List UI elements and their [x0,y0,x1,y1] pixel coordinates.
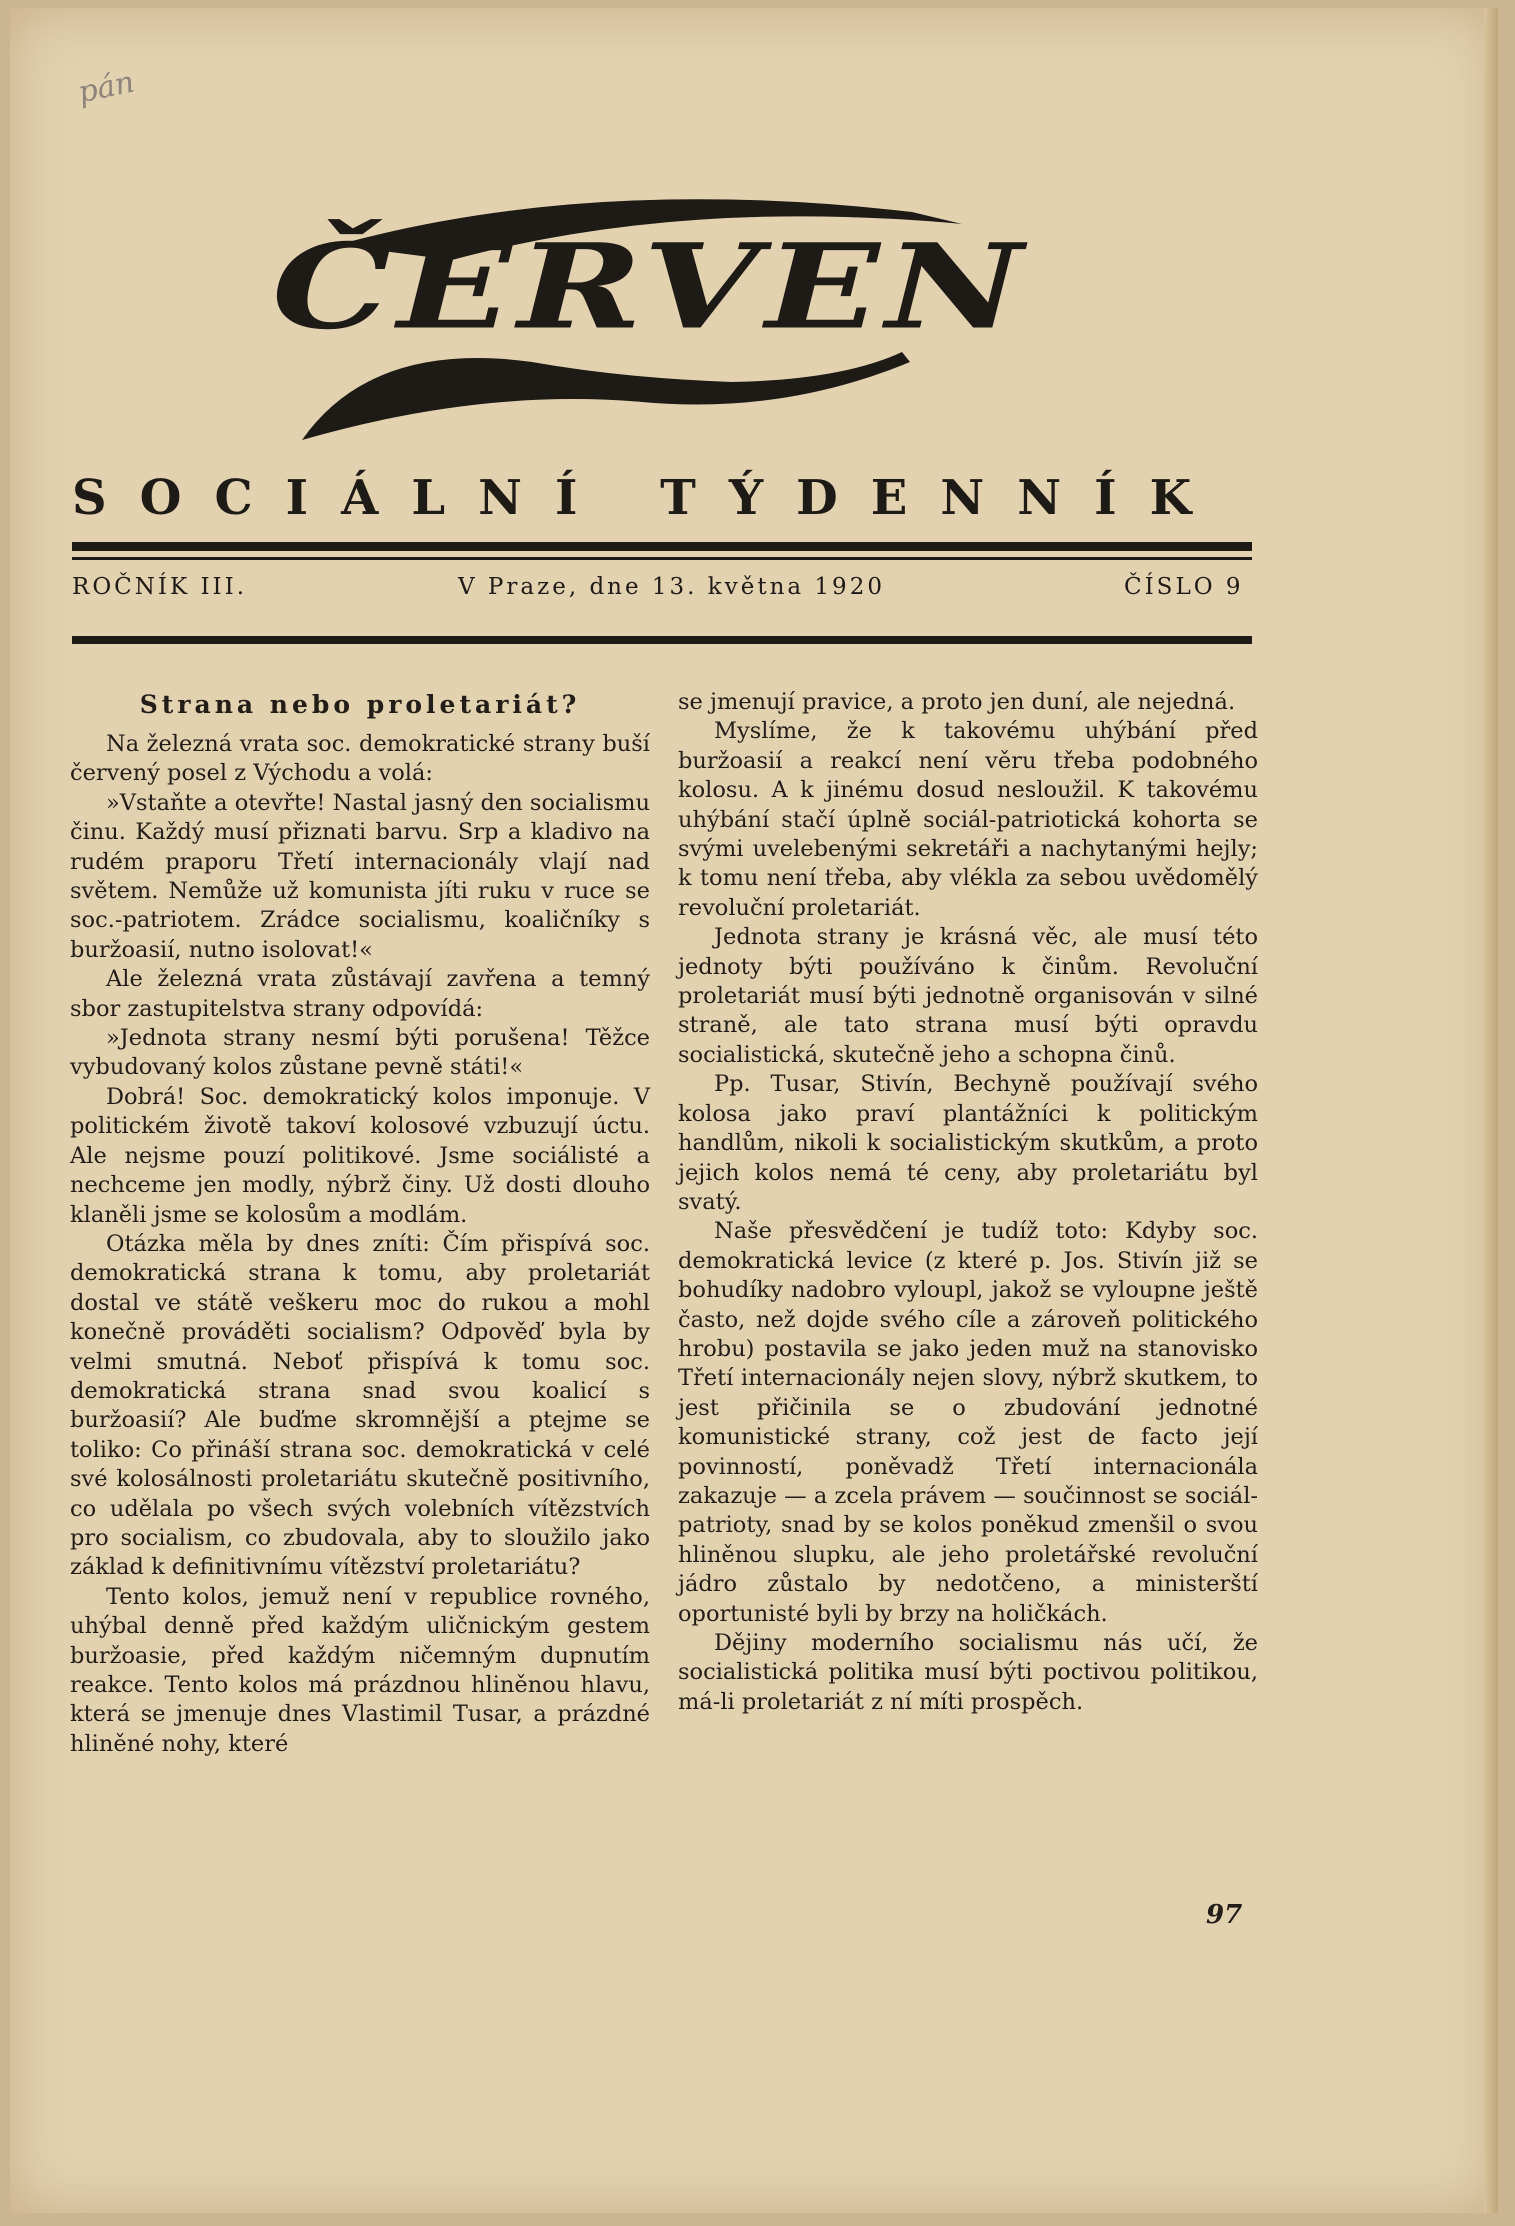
paragraph: Myslíme, že k takovému uhýbání před buržoasií a reakcí není věru třeba podobného kolosu. A k jinému dosud nesloužil. K takovému uhýbání stačí úplně sociál-patriotická kohorta se svými uvelebenými sekretáři a nachytanými hejly; k tomu není třeba, aby vlékla za sebou uvědomělý revoluční proletariát. [678,718,1258,921]
paragraph: Pp. Tusar, Stivín, Bechyně používají svého kolosa jako praví plantážníci k politickým handlům, nikoli k socialistickým skutkům, a proto jejich kolos nemá té ceny, aby proletariátu byl svatý. [678,1071,1258,1215]
paragraph: Otázka měla by dnes zníti: Čím přispívá soc. demokratická strana k tomu, aby proletariát dostal ve státě veškeru moc do rukou a mohl konečně prováděti socialism? Odpověď byla by velmi smutná. Neboť přispívá k tomu soc. demokratická strana snad svou koalicí s buržoasií? Ale buďme skromnější a ptejme se toliko: Co přináší strana soc. demokratická v celé své kolosálnosti proletariátu skutečně positivního, co udělala po všech svých volebních vítězstvích pro socialism, co zbudovala, aby to sloužilo jako základ k definitivnímu vítězství proletariátu? [70,1230,650,1581]
volume-label: ROČNÍK III. [72,574,248,600]
masthead-logo [262,190,1082,450]
article-heading: Strana nebo proletariát? [139,690,581,719]
paragraph: Ale železná vrata zůstávají zavřena a temný sbor zastupitelstva strany odpovídá: [70,966,650,1022]
place-date: V Praze, dne 13. května 1920 [458,574,885,600]
paragraph: Tento kolos, jemuž není v republice rovného, uhýbal denně před každým uličnickým gestem buržoasie, před každým ničemným dupnutím reakce. Tento kolos má prázdnou hliněnou hlavu, která se jmenuje dnes Vlastimil Tusar, a prázdné hliněné nohy, které [70,1583,650,1757]
paragraph: »Jednota strany nesmí býti porušena! Těžce vybudovaný kolos zůstane pevně státi!« [70,1025,650,1081]
pencil-note: pán [74,64,138,111]
paragraph: se jmenují pravice, a proto jen duní, ale nejedná. [678,689,1236,715]
paragraph: Na železná vrata soc. demokratické strany buší červený posel z Východu a volá: [70,731,650,787]
article-column-right [678,688,1258,1717]
header-rule-top-thin [72,557,1252,560]
paper-edge [1484,8,1498,2213]
masthead-title: ČERVEN [272,218,1029,356]
paragraph: Jednota strany je krásná věc, ale musí této jednoty býti používáno k činům. Revoluční proletariát musí býti jednotně organisován v silné straně, ale tato strana musí býti opravdu socialistická, skutečně jeho a schopna činů. [678,924,1258,1068]
page-number: 97 [1206,1900,1243,1930]
masthead-subtitle: SOCIÁLNÍ TÝDENNÍK [72,470,1225,526]
paragraph: Naše přesvědčení je tudíž toto: Kdyby soc. demokratická levice (z které p. Jos. Stivín již se bohudíky nadobro vyloupl, jakož se vyloupne ještě často, než dojde svého cíle a zároveň politického hrobu) postavila se jako jeden muž na stanovisko Třetí internacionály nejen slovy, nýbrž skutkem, to jest přičinila se o zbudování jednotné komunistické strany, což jest de facto její povinností, poněvadž Třetí internacionála zakazuje — a zcela právem — součinnost se sociál-patrioty, snad by se kolos poněkud zmenšil o svou hliněnou slupku, ale jeho proletářské revoluční jádro zůstalo by nedotčeno, a ministerští oportunisté byli by brzy na holičkách. [678,1218,1258,1627]
header-rule-top [72,542,1252,551]
paragraph: »Vstaňte a otevřte! Nastal jasný den socialismu činu. Každý musí přiznati barvu. Srp a kladivo na rudém praporu Třetí internacionály vlají nad světem. Nemůže už komunista jíti ruku v ruce se soc.-patriotem. Zrádce socialismu, koaličníky s buržoasií, nutno isolovat!« [70,789,650,963]
paragraph: Dějiny moderního socialismu nás učí, že socialistická politika musí býti poctivou politikou, má-li proletariát z ní míti prospěch. [678,1630,1258,1715]
article-column-left [70,688,650,1759]
header-rule-bottom [72,636,1252,644]
paragraph: Dobrá! Soc. demokratický kolos imponuje. V politickém životě takoví kolosové vzbuzují úctu. Ale nejsme pouzí politikové. Jsme sociálisté a nechceme jen modly, nýbrž činy. Už dosti dlouho klaněli jsme se kolosům a modlám. [70,1083,650,1228]
issue-number: ČÍSLO 9 [1124,574,1244,600]
